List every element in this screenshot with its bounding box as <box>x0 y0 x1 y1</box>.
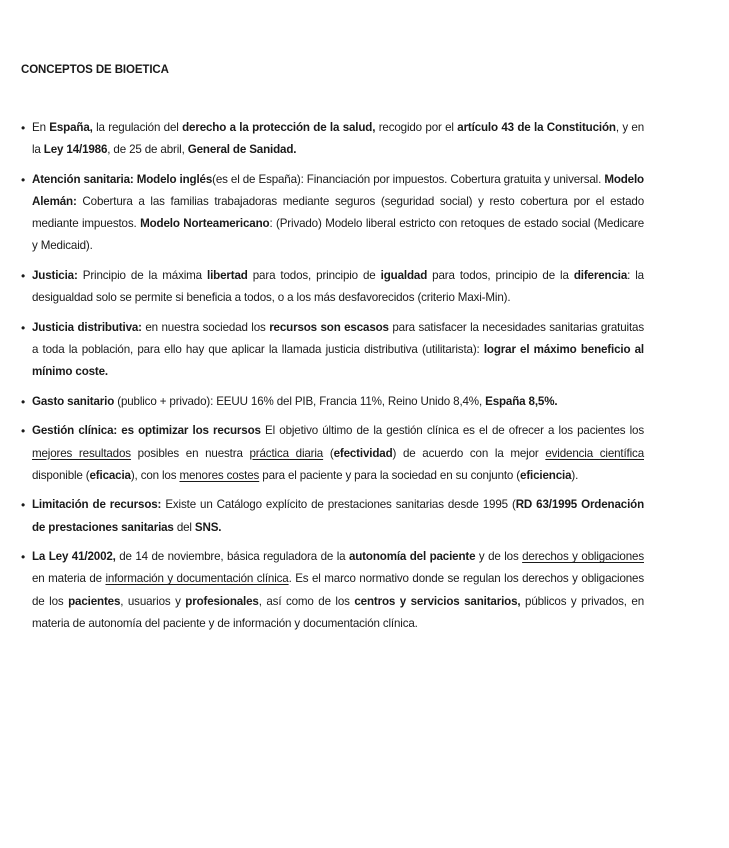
text-segment: para el paciente y para la sociedad en su conjunto ( <box>259 468 521 482</box>
text-segment: derecho a la protección de la salud, <box>182 121 376 134</box>
text-segment: Modelo inglés <box>136 172 213 186</box>
list-item-atencion-sanitaria <box>21 169 644 258</box>
text-segment: la regulación del <box>92 121 183 134</box>
list-item-espana-ley-sanidad <box>21 117 644 161</box>
text-segment: en materia de <box>32 572 106 586</box>
list-item-justicia <box>21 265 644 309</box>
text-segment: Justicia distributiva: <box>32 320 142 334</box>
bullet-icon: • <box>21 269 26 283</box>
text-segment: pacientes <box>68 594 121 608</box>
text-segment: Existe un Catálogo explícito de prestaciones sanitarias desde 1995 ( <box>161 498 516 512</box>
text-segment: El objetivo último de la gestión clínica es el de ofrecer a los pacientes los <box>260 424 645 438</box>
text-segment: (publico + privado): EEUU 16% del PIB, Francia 11%, Reino Unido 8,4%, <box>114 394 486 408</box>
text-segment: ). <box>571 468 579 482</box>
text-segment: para todos, principio de <box>247 269 381 282</box>
text-segment: : (Privado) Modelo liberal estricto con retoques de estado social (Medicare y Medicaid). <box>32 217 645 253</box>
text-segment: recogido por el <box>375 121 458 134</box>
text-segment: General de Sanidad. <box>187 143 297 157</box>
text-segment: . Es el marco normativo donde se regulan los derechos y obligaciones de los <box>32 572 644 608</box>
text-segment: , y en la <box>32 121 644 157</box>
text-segment: España 8,5%. <box>485 394 558 408</box>
text-segment: diferencia <box>573 269 628 282</box>
text-segment: Gestión clínica: es optimizar los recursos <box>32 424 261 438</box>
list-item-gasto-sanitario <box>21 391 644 413</box>
text-segment: evidencia científica <box>545 446 644 460</box>
text-segment: posibles en nuestra <box>130 446 250 460</box>
text-segment: Cobertura a las familias trabajadoras mediante seguros (seguridad social) y resto cobertura por el estado mediante impuestos. <box>32 195 644 231</box>
document-title: CONCEPTOS DE BIOETICA <box>21 64 169 76</box>
text-segment: artículo 43 de la Constitución <box>457 121 616 134</box>
text-segment: efectividad <box>333 446 393 460</box>
text-segment: , así como de los <box>258 594 355 608</box>
text-segment: , de 25 de abril, <box>107 143 188 157</box>
bullet-icon: • <box>21 121 26 135</box>
text-segment: eficacia <box>89 468 131 482</box>
text-segment: públicos y privados, en materia de autonomía del paciente y de información y documentación clínica. <box>32 594 645 630</box>
concept-list <box>21 117 644 642</box>
text-segment: lograr el máximo beneficio al mínimo coste. <box>32 343 644 379</box>
bullet-icon: • <box>21 172 26 187</box>
bullet-icon: • <box>21 550 26 565</box>
text-segment: mejores resultados <box>32 446 131 460</box>
text-segment: recursos son escasos <box>269 320 389 334</box>
bullet-icon: • <box>21 394 26 409</box>
bullet-icon: • <box>21 320 26 335</box>
text-segment: (es el de España): Financiación por impuestos. Cobertura gratuita y universal. <box>212 172 605 186</box>
text-segment: práctica diaria <box>249 446 324 460</box>
text-segment: Gasto sanitario <box>32 394 115 408</box>
bullet-icon: • <box>21 424 26 439</box>
list-item-justicia-distributiva <box>21 317 644 384</box>
list-item-ley-41-2002 <box>21 546 644 635</box>
bullet-icon: • <box>21 498 26 513</box>
text-segment: : la desigualdad solo se permite si beneficia a todos, o a los más desfavorecidos (criterio Maxi-Min). <box>32 269 644 305</box>
text-segment: derechos y obligaciones <box>522 550 644 564</box>
text-segment: Modelo Norteamericano <box>140 217 270 231</box>
list-item-limitacion-recursos <box>21 494 644 538</box>
text-segment: centros y servicios sanitarios, <box>354 594 521 608</box>
text-segment: en nuestra sociedad los <box>141 320 270 334</box>
text-segment: Modelo Alemán: <box>32 172 644 208</box>
text-segment: SNS. <box>194 520 222 534</box>
text-segment: información y documentación clínica <box>105 572 289 586</box>
text-segment: ) de acuerdo con la mejor <box>392 446 546 460</box>
text-segment: autonomía del paciente <box>348 550 476 564</box>
text-segment: disponible ( <box>32 468 90 482</box>
text-segment: Limitación de recursos: <box>32 498 162 512</box>
text-segment: , usuarios y <box>120 594 186 608</box>
text-segment: En <box>32 121 50 134</box>
text-segment: RD 63/1995 Ordenación de prestaciones sanitarias <box>32 498 645 534</box>
text-segment: del <box>173 520 195 534</box>
text-segment: igualdad <box>380 269 428 282</box>
text-segment: para todos, principio de la <box>427 269 574 282</box>
text-segment: Atención sanitaria: <box>32 172 134 186</box>
text-segment: para satisfacer la necesidades sanitarias gratuitas a toda la población, para ello hay que aplicar la llamada justicia distributiva (utilitarista): <box>32 320 644 356</box>
text-segment: menores costes <box>179 468 260 482</box>
text-segment: eficiencia <box>520 468 572 482</box>
text-segment: de 14 de noviembre, básica reguladora de la <box>115 550 349 564</box>
text-segment: Ley 14/1986 <box>43 143 108 157</box>
text-segment: y de los <box>475 550 523 564</box>
text-segment: libertad <box>207 269 248 282</box>
text-segment: España, <box>49 121 93 134</box>
list-item-gestion-clinica <box>21 420 644 487</box>
text-segment: La Ley 41/2002, <box>32 550 116 564</box>
text-segment: ( <box>323 446 334 460</box>
text-segment: profesionales <box>185 594 259 608</box>
text-segment: ), con los <box>130 468 180 482</box>
text-segment: Justicia: <box>32 269 78 282</box>
text-segment: Principio de la máxima <box>77 269 208 282</box>
